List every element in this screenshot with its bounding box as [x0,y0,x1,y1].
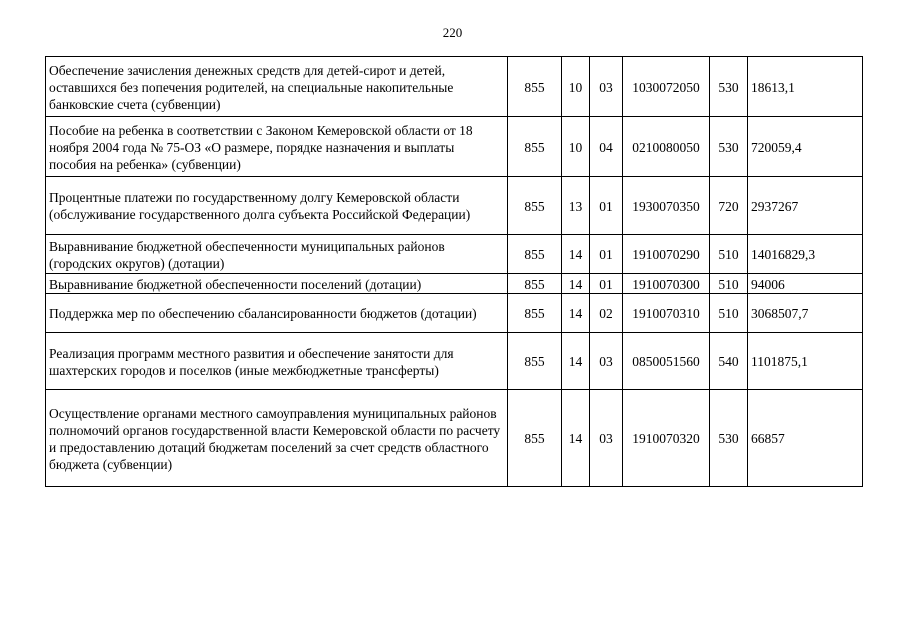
row-grbs-code: 855 [508,177,562,235]
row-description: Реализация программ местного развития и обеспечение занятости для шахтерских городов и поселков (иные межбюджетные трансферты) [46,333,508,390]
row-grbs-code: 855 [508,294,562,333]
row-section-code: 14 [562,274,590,294]
row-grbs-code: 855 [508,274,562,294]
row-grbs-code: 855 [508,235,562,274]
row-target-article-code: 1910070320 [623,390,710,487]
row-description: Обеспечение зачисления денежных средств для детей-сирот и детей, оставшихся без попечения родителей, на специальные накопительные банковские счета (субвенции) [46,57,508,117]
row-expense-type-code: 510 [710,274,748,294]
table-row [46,390,863,487]
table-row [46,333,863,390]
row-subsection-code: 03 [590,390,623,487]
row-amount: 94006 [748,274,863,294]
row-subsection-code: 02 [590,294,623,333]
row-description: Поддержка мер по обеспечению сбалансированности бюджетов (дотации) [46,294,508,333]
row-expense-type-code: 530 [710,390,748,487]
row-description: Пособие на ребенка в соответствии с Законом Кемеровской области от 18 ноября 2004 года № 75-ОЗ «О размере, порядке назначения и выплаты пособия на ребенка» (субвенции) [46,117,508,177]
row-target-article-code: 1930070350 [623,177,710,235]
row-target-article-code: 1910070300 [623,274,710,294]
row-expense-type-code: 510 [710,235,748,274]
table-row [46,117,863,177]
row-subsection-code: 01 [590,274,623,294]
table-row [46,57,863,117]
row-section-code: 10 [562,57,590,117]
table-row [46,294,863,333]
row-section-code: 14 [562,390,590,487]
row-expense-type-code: 530 [710,57,748,117]
row-description: Процентные платежи по государственному долгу Кемеровской области (обслуживание государственного долга субъекта Российской Федерации) [46,177,508,235]
row-section-code: 14 [562,333,590,390]
row-amount: 66857 [748,390,863,487]
row-section-code: 14 [562,294,590,333]
row-expense-type-code: 510 [710,294,748,333]
row-grbs-code: 855 [508,333,562,390]
row-section-code: 10 [562,117,590,177]
table-row [46,177,863,235]
row-amount: 14016829,3 [748,235,863,274]
row-description: Выравнивание бюджетной обеспеченности поселений (дотации) [46,274,508,294]
row-section-code: 13 [562,177,590,235]
row-description: Выравнивание бюджетной обеспеченности муниципальных районов (городских округов) (дотации) [46,235,508,274]
row-expense-type-code: 540 [710,333,748,390]
row-target-article-code: 1910070290 [623,235,710,274]
row-subsection-code: 03 [590,333,623,390]
row-amount: 18613,1 [748,57,863,117]
row-subsection-code: 04 [590,117,623,177]
row-section-code: 14 [562,235,590,274]
row-grbs-code: 855 [508,390,562,487]
row-expense-type-code: 530 [710,117,748,177]
row-target-article-code: 0850051560 [623,333,710,390]
row-subsection-code: 01 [590,235,623,274]
table-row [46,235,863,274]
row-amount: 720059,4 [748,117,863,177]
row-subsection-code: 01 [590,177,623,235]
page-number: 220 [442,25,463,40]
row-grbs-code: 855 [508,57,562,117]
table-row [46,274,863,294]
row-expense-type-code: 720 [710,177,748,235]
row-target-article-code: 1910070310 [623,294,710,333]
budget-table [45,56,863,487]
row-description: Осуществление органами местного самоуправления муниципальных районов полномочий органов государственной власти Кемеровской области по расчету и предоставлению дотаций бюджетам поселений за счет средств областного бюджета (субвенции) [46,390,508,487]
row-target-article-code: 0210080050 [623,117,710,177]
row-amount: 2937267 [748,177,863,235]
row-subsection-code: 03 [590,57,623,117]
row-amount: 3068507,7 [748,294,863,333]
row-target-article-code: 1030072050 [623,57,710,117]
row-grbs-code: 855 [508,117,562,177]
row-amount: 1101875,1 [748,333,863,390]
